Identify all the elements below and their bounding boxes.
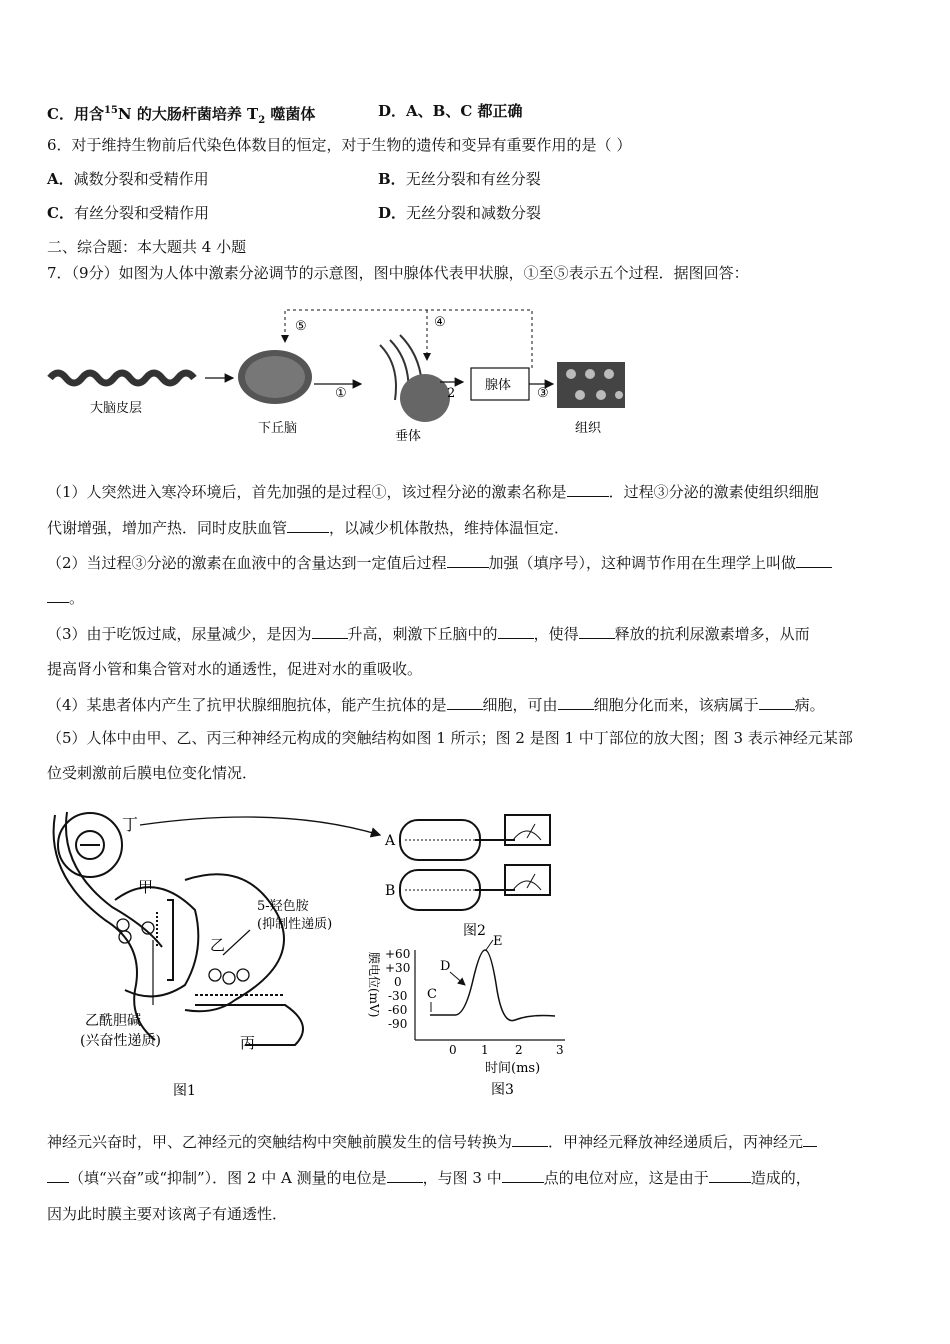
y-tick-4: -30 [388, 989, 408, 1003]
y-tick-2: +30 [385, 961, 411, 975]
answer-blank[interactable] [387, 1166, 423, 1183]
x-tick-1: 1 [481, 1043, 489, 1057]
label-figure-2: 图2 [463, 923, 486, 939]
label-process-3: ③ [537, 386, 549, 401]
q7-s1-line2: 代谢增强，增加产热．同时皮肤血管 ，以减少机体散热，维持体温恒定． [47, 516, 910, 539]
label-hypothalamus: 下丘脑 [258, 421, 298, 436]
label-ach-note: (兴奋性递质) [80, 1033, 161, 1049]
answer-blank[interactable] [447, 551, 489, 568]
answer-blank[interactable] [567, 480, 609, 497]
label-bing: 丙 [240, 1034, 256, 1052]
answer-blank[interactable] [579, 622, 615, 639]
answer-blank[interactable] [759, 693, 795, 710]
q5-option-d: D．A、B、C 都正确 [378, 102, 523, 120]
label-figure-3: 图3 [491, 1082, 514, 1098]
q6-option-b: B．无丝分裂和有丝分裂 [378, 170, 541, 188]
answer-blank[interactable] [502, 1166, 544, 1183]
label-jia: 甲 [138, 878, 154, 896]
q7-s2-line1: （2）当过程③分泌的激素在血液中的含量达到一定值后过程 加强（填序号），这种调节作用在生理学上叫做 [47, 551, 910, 574]
label-process-2: 2 [447, 386, 456, 401]
x-tick-2: 2 [515, 1043, 523, 1057]
label-figure-1: 图1 [173, 1083, 196, 1099]
label-x-axis: 时间(ms) [485, 1061, 541, 1076]
q7-s3-line1: （3）由于吃饭过咸，尿量减少，是因为 升高，刺激下丘脑中的 ，使得 释放的抗利尿激素增多，从而 [47, 622, 910, 645]
section-title: 二、综合题：本大题共 4 小题 [47, 238, 247, 256]
label-pituitary: 垂体 [395, 429, 422, 444]
pituitary-shape [400, 374, 450, 422]
synapse-figures [45, 800, 585, 1110]
answer-blank[interactable] [498, 622, 534, 639]
q7-s5-line2: 位受刺激前后膜电位变化情况． [47, 764, 258, 782]
q6-stem: 6．对于维持生物前后代染色体数目的恒定，对于生物的遗传和变异有重要作用的是（ ） [47, 136, 632, 154]
q7-s5-line1: （5）人体中由甲、乙、丙三种神经元构成的突触结构如图 1 所示；图 2 是图 1 中丁部位的放大图；图 3 表示神经元某部 [47, 729, 853, 747]
q7-s2-line2: 。 [47, 586, 910, 609]
label-e: E [493, 934, 503, 949]
label-serotonin: 5-羟色胺 [257, 899, 309, 914]
label-process-1: ① [335, 386, 347, 401]
tissue-shape [557, 362, 625, 408]
answer-blank[interactable] [447, 693, 483, 710]
y-tick-3: 0 [394, 975, 402, 989]
x-tick-0: 0 [449, 1043, 457, 1057]
label-process-5: ⑤ [295, 319, 307, 334]
q7-s4: （4）某患者体内产生了抗甲状腺细胞抗体，能产生抗体的是 细胞，可由 细胞分化而来，该病属于 病。 [47, 693, 910, 716]
y-tick-1: +60 [385, 947, 411, 961]
label-d: D [440, 959, 451, 974]
answer-blank[interactable] [287, 516, 329, 533]
q7-s6-line3: 因为此时膜主要对该离子有通透性． [47, 1205, 288, 1223]
q6-option-d: D．无丝分裂和减数分裂 [378, 204, 542, 222]
answer-blank[interactable] [709, 1166, 751, 1183]
y-tick-6: -90 [388, 1017, 408, 1031]
label-serotonin-note: (抑制性递质) [257, 917, 333, 932]
q5-option-c: C．用含$^{15}$N 的大肠杆菌培养 $T_2$ 噬菌体 [47, 105, 316, 126]
answer-blank[interactable] [512, 1130, 548, 1147]
label-y-axis: 膜电位(mV) [367, 952, 381, 1018]
label-gland: 腺体 [485, 378, 512, 393]
label-yi: 乙 [210, 936, 226, 954]
label-a: A [385, 833, 396, 849]
answer-blank[interactable] [803, 1130, 817, 1147]
answer-blank[interactable] [312, 622, 348, 639]
q7-s6-line1: 神经元兴奋时，甲、乙神经元的突触结构中突触前膜发生的信号转换为 ．甲神经元释放神经递质后，丙神经元 [47, 1130, 910, 1153]
label-ach: 乙酰胆碱 [85, 1013, 141, 1029]
answer-blank[interactable] [796, 551, 832, 568]
label-b: B [385, 883, 396, 899]
answer-blank[interactable] [47, 586, 69, 603]
answer-blank[interactable] [47, 1166, 69, 1183]
q6-option-c: C．有丝分裂和受精作用 [47, 204, 209, 222]
label-tissue: 组织 [575, 421, 602, 436]
y-tick-5: -60 [388, 1003, 408, 1017]
label-c: C [427, 987, 437, 1002]
hormone-regulation-diagram [45, 300, 645, 460]
label-cortex: 大脑皮层 [90, 401, 143, 416]
cerebral-cortex-shape [50, 373, 194, 383]
q7-s1-line1: （1）人突然进入寒冷环境后，首先加强的是过程①，该过程分泌的激素名称是 ．过程③分泌的激素使组织细胞 [47, 480, 910, 503]
label-process-4: ④ [434, 315, 446, 330]
answer-blank[interactable] [558, 693, 594, 710]
x-tick-3: 3 [556, 1043, 564, 1057]
q7-s6-line2: （填“兴奋”或“抑制”）．图 2 中 A 测量的电位是 ，与图 3 中 点的电位对应，这是由于 造成的， [47, 1166, 910, 1189]
label-ding: 丁 [122, 815, 139, 834]
q6-option-a: A．减数分裂和受精作用 [47, 170, 209, 188]
q7-stem: 7．（9分）如图为人体中激素分泌调节的示意图，图中腺体代表甲状腺，①至⑤表示五个过程．据图回答： [47, 264, 749, 282]
q7-s3-line2: 提高肾小管和集合管对水的通透性，促进对水的重吸收。 [47, 660, 423, 678]
